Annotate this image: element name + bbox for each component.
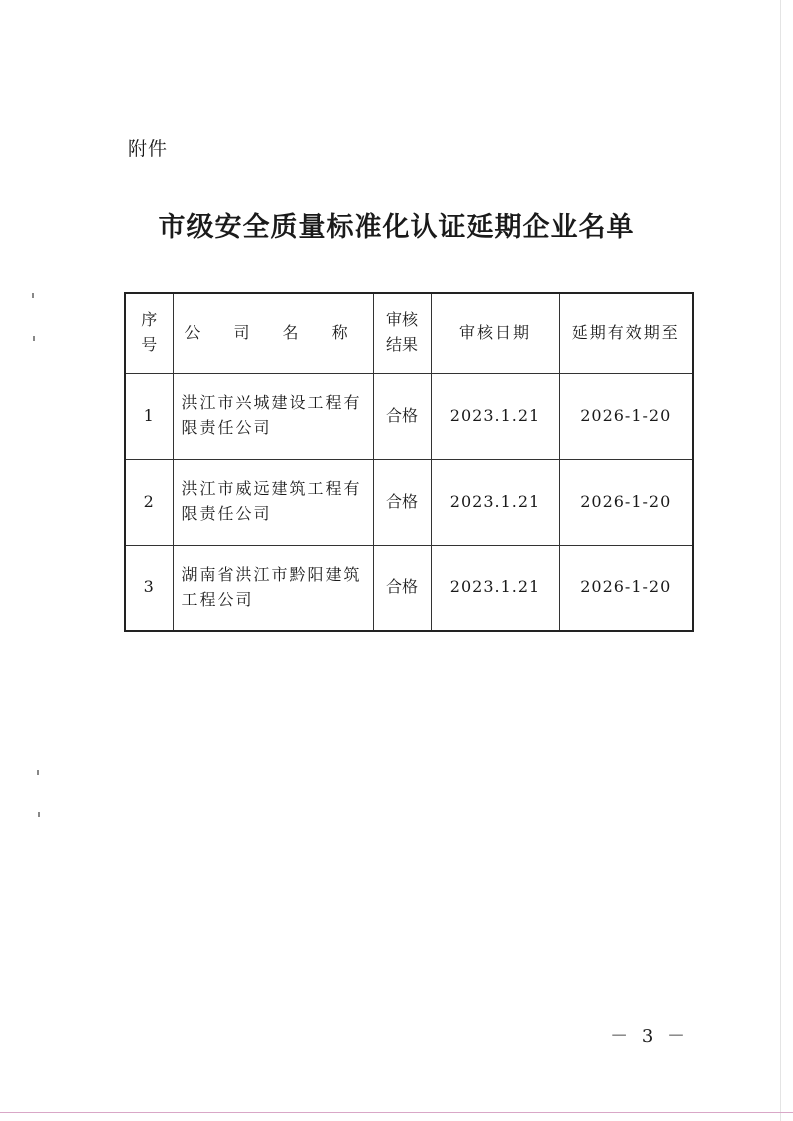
company-name: 洪江市兴城建设工程有限责任公司 (173, 373, 373, 459)
review-date: 2023.1.21 (431, 373, 559, 459)
audit-result: 合格 (373, 459, 431, 545)
table-row (125, 545, 693, 631)
table-row (125, 459, 693, 545)
page-number: － 3 － (610, 1026, 689, 1047)
valid-until-date: 2026-1-20 (559, 373, 693, 459)
audit-result: 合格 (373, 373, 431, 459)
table-row (125, 373, 693, 459)
company-name: 洪江市威远建筑工程有限责任公司 (173, 459, 373, 545)
row-index: 1 (125, 373, 173, 459)
header-company: 公 司 名 称 (173, 293, 373, 373)
bottom-border-line (0, 1112, 793, 1113)
valid-until-date: 2026-1-20 (559, 545, 693, 631)
header-result: 审核结果 (373, 293, 431, 373)
review-date: 2023.1.21 (431, 459, 559, 545)
scan-speck (37, 770, 39, 775)
scan-speck (38, 812, 40, 817)
scan-edge-line (780, 0, 781, 1121)
audit-result: 合格 (373, 545, 431, 631)
company-name: 湖南省洪江市黔阳建筑工程公司 (173, 545, 373, 631)
document-title: 市级安全质量标准化认证延期企业名单 (158, 212, 635, 243)
company-list-table (124, 292, 694, 632)
attachment-label: 附件 (128, 138, 169, 160)
row-index: 2 (125, 459, 173, 545)
table-header-row (125, 293, 693, 373)
scan-speck (33, 336, 35, 341)
header-valid-until: 延期有效期至 (559, 293, 693, 373)
valid-until-date: 2026-1-20 (559, 459, 693, 545)
scan-speck (32, 293, 34, 298)
row-index: 3 (125, 545, 173, 631)
review-date: 2023.1.21 (431, 545, 559, 631)
header-index: 序号 (125, 293, 173, 373)
header-review-date: 审核日期 (431, 293, 559, 373)
